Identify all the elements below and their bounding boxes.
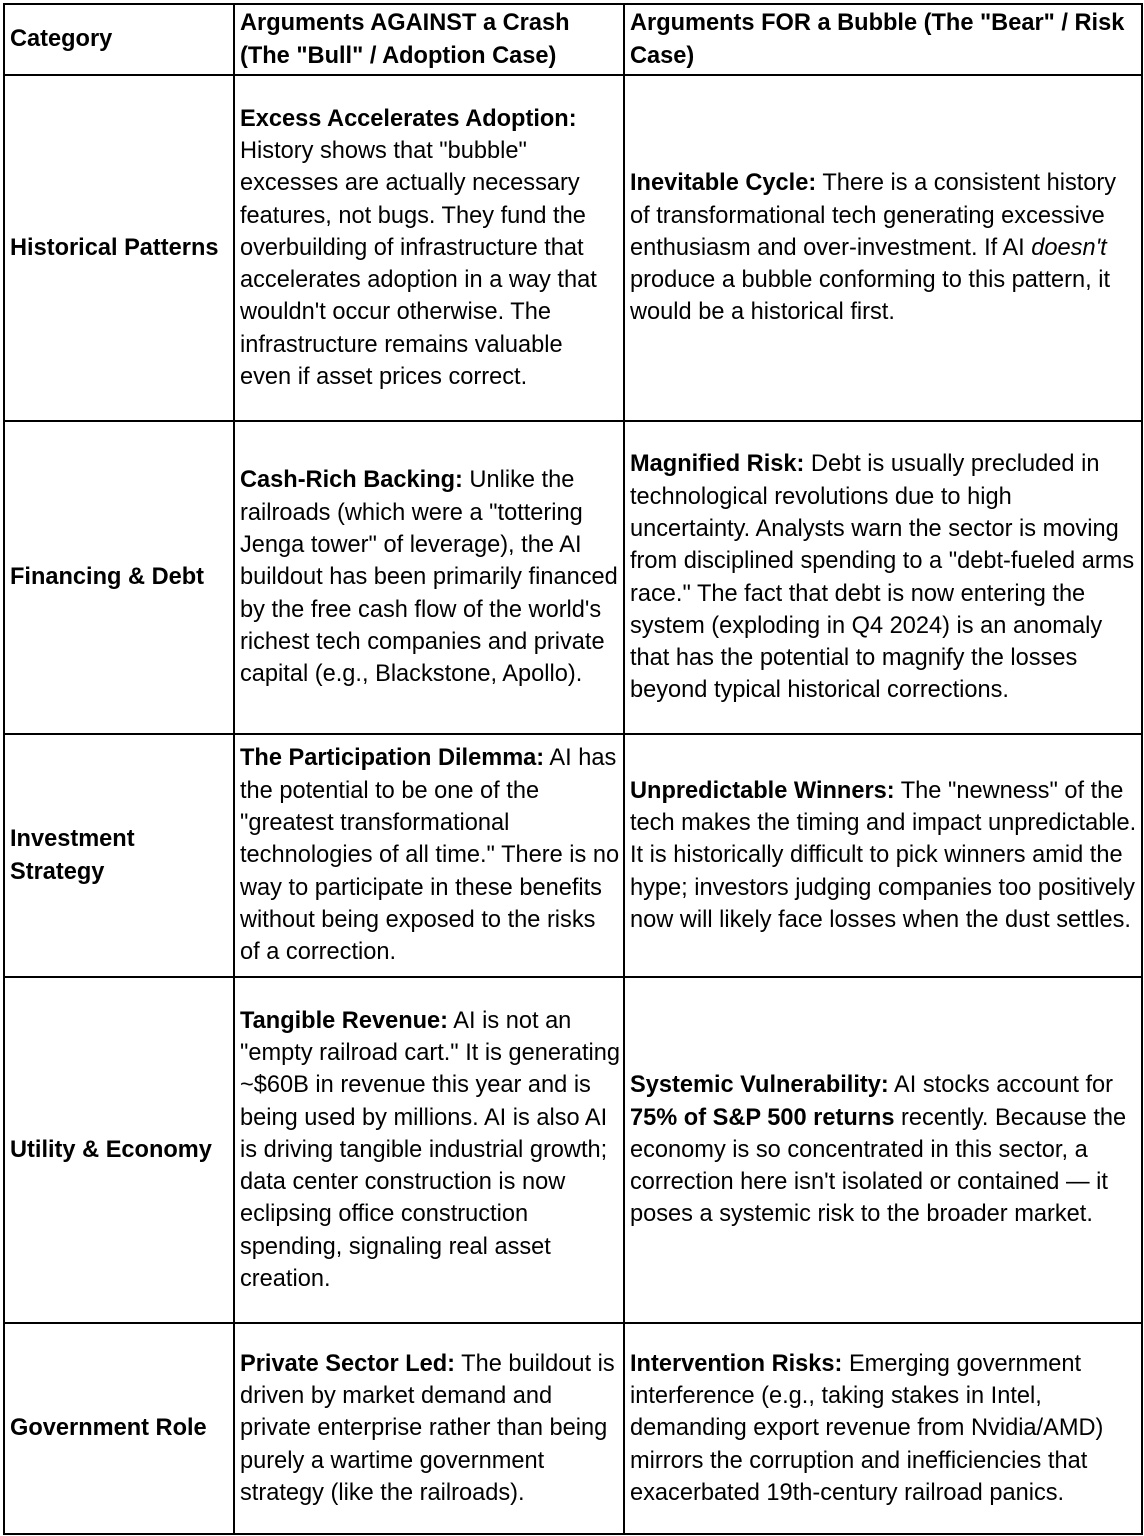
argument-lead: Inevitable Cycle:	[630, 170, 817, 197]
table-row	[4, 977, 1142, 1323]
row-category: Financing & Debt	[4, 421, 234, 734]
comparison-table	[3, 3, 1143, 1535]
argument-text: The "newness" of the tech makes the timing and impact unpredictable. It is historically difficult to pick winners amid the hype; investors judging companies too positively now will likely face losses when the dust settles.	[630, 777, 1137, 933]
argument-text: Emerging government interference (e.g., taking stakes in Intel, demanding export revenue from Nvidia/AMD) mirrors the corruption and inefficiencies that exacerbated 19th-century railroad panics.	[630, 1350, 1104, 1506]
argument-lead: Tangible Revenue:	[240, 1007, 449, 1034]
for-cell	[624, 977, 1142, 1323]
argument-lead: Magnified Risk:	[630, 451, 805, 478]
row-category: Government Role	[4, 1323, 234, 1534]
for-cell	[624, 1323, 1142, 1534]
against-cell	[234, 75, 624, 421]
argument-lead: Excess Accelerates Adoption:	[240, 105, 577, 132]
table-row	[4, 75, 1142, 421]
argument-strong: 75% of S&P 500 returns	[630, 1104, 895, 1131]
against-cell	[234, 1323, 624, 1534]
argument-text: Unlike the railroads (which were a "tottering Jenga tower" of leverage), the AI buildout has been primarily financed by the free cash flow of the world's richest tech companies and private capital (e.g., Blackstone, Apollo).	[240, 467, 618, 688]
for-cell	[624, 734, 1142, 977]
against-cell	[234, 421, 624, 734]
header-row	[4, 4, 1142, 75]
argument-text: There is a consistent history of transformational tech generating excessive enthusiasm and over-investment. If AI	[630, 170, 1117, 261]
argument-lead: The Participation Dilemma:	[240, 745, 545, 772]
argument-text: AI stocks account for	[888, 1072, 1113, 1099]
argument-text: recently. Because the economy is so concentrated in this sector, a correction here isn't isolated or contained — it poses a systemic risk to the broader market.	[630, 1104, 1127, 1228]
argument-text: AI has the potential to be one of the "greatest transformational technologies of all time." There is no way to participate in these benefits without being exposed to the risks of a correction.	[240, 745, 620, 966]
argument-text: Debt is usually precluded in technological revolutions due to high uncertainty. Analysts warn the sector is moving from disciplined spending to a "debt-fueled arms race." The fact that debt is now entering the system (exploding in Q4 2024) is an anomaly that has the potential to magnify the losses beyond typical historical corrections.	[630, 451, 1135, 704]
argument-lead: Private Sector Led:	[240, 1350, 456, 1377]
against-cell	[234, 977, 624, 1323]
argument-text: AI is not an "empty railroad cart." It is generating ~$60B in revenue this year and is being used by millions. AI is also AI is driving tangible industrial growth; data center construction is now eclipsing office construction spending, signaling real asset creation.	[240, 1007, 620, 1293]
argument-lead: Intervention Risks:	[630, 1350, 843, 1377]
header-against-crash: Arguments AGAINST a Crash (The "Bull" / Adoption Case)	[234, 4, 624, 75]
argument-emphasis: doesn't	[1031, 234, 1107, 261]
table-row	[4, 734, 1142, 977]
row-category: Investment Strategy	[4, 734, 234, 977]
argument-text: History shows that "bubble" excesses are actually necessary features, not bugs. They fund the overbuilding of infrastructure that accelerates adoption in a way that wouldn't occur otherwise. The infrastructure remains valuable even if asset prices correct.	[240, 137, 597, 391]
against-cell	[234, 734, 624, 977]
argument-lead: Cash-Rich Backing:	[240, 467, 463, 494]
row-category: Historical Patterns	[4, 75, 234, 421]
header-for-bubble: Arguments FOR a Bubble (The "Bear" / Risk Case)	[624, 4, 1142, 75]
header-category: Category	[4, 4, 234, 75]
for-cell	[624, 421, 1142, 734]
argument-text: The buildout is driven by market demand and private enterprise rather than being purely a wartime government strategy (like the railroads).	[240, 1350, 615, 1506]
for-cell	[624, 75, 1142, 421]
table-row	[4, 1323, 1142, 1534]
argument-lead: Unpredictable Winners:	[630, 777, 895, 804]
argument-lead: Systemic Vulnerability:	[630, 1072, 889, 1099]
row-category: Utility & Economy	[4, 977, 234, 1323]
argument-text: produce a bubble conforming to this pattern, it would be a historical first.	[630, 267, 1111, 326]
table-row	[4, 421, 1142, 734]
